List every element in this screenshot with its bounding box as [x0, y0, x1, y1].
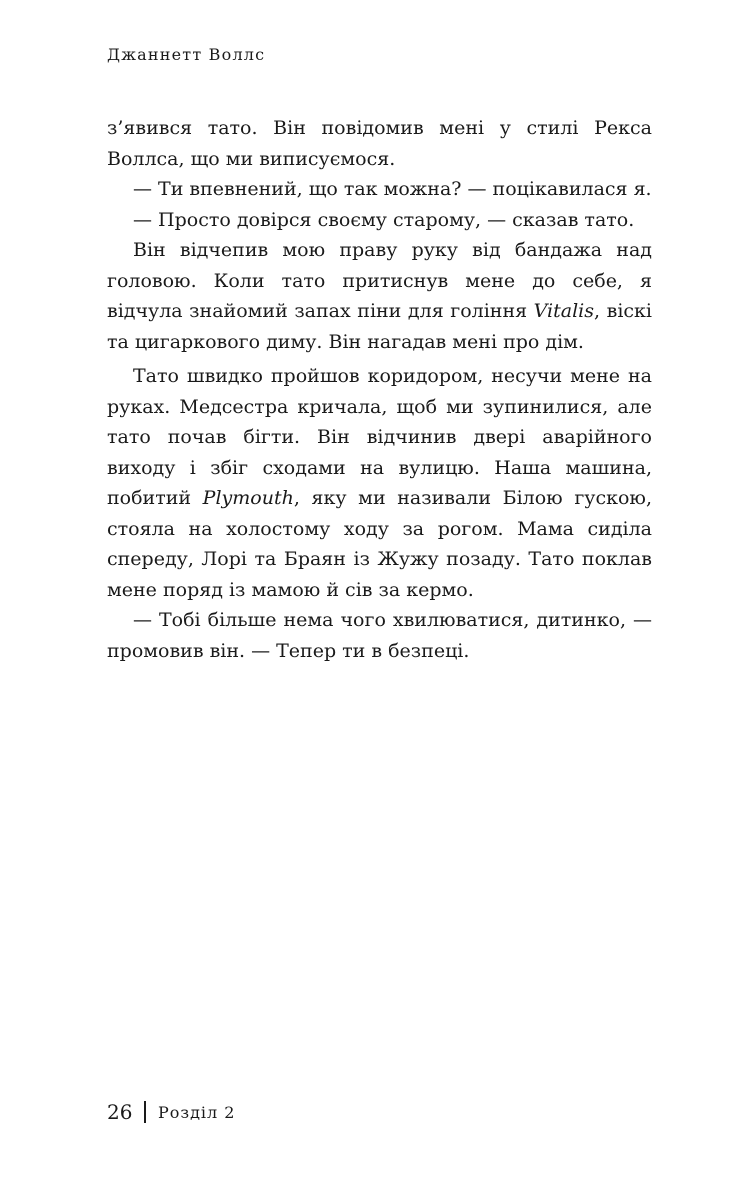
- paragraph-6: [107, 605, 652, 666]
- paragraph-5: [107, 361, 652, 605]
- brand-name-vitalis: Vitalis: [533, 300, 595, 322]
- paragraph-4: [107, 235, 652, 357]
- paragraph-text: , віскі та цигаркового диму. Він нагадав мені про дім.: [107, 300, 652, 353]
- chapter-label: Розділ 2: [157, 1102, 236, 1122]
- paragraph-text: — Просто довірся своєму старому, — сказав тато.: [133, 208, 635, 231]
- running-head: Джаннетт Воллс: [107, 45, 266, 64]
- page-footer: [107, 1100, 235, 1124]
- paragraph-text: — Ти впевнений, що так можна? — поцікавилася я.: [133, 178, 652, 200]
- brand-name-plymouth: Plymouth: [202, 487, 294, 509]
- footer-separator: [144, 1101, 146, 1123]
- paragraph-text: , яку ми називали Білою гускою, стояла на холостому ходу за рогом. Мама сиділа спереду, Лорі та Браян із Жужу позаду. Тато поклав мене поряд із мамою й сів за кермо.: [107, 487, 652, 601]
- page-number: 26: [107, 1100, 133, 1124]
- paragraph-text: Тато швидко пройшов коридором, несучи мене на руках. Медсестра кричала, щоб ми зупинилися, але тато почав бігти. Він відчинив двері аварійного виходу і збіг сходами на вулицю. Наша машина, побитий: [107, 365, 652, 509]
- paragraph-2: [107, 174, 652, 205]
- paragraph-text: з’явився тато. Він повідомив мені у стилі Рекса Воллса, що ми виписуємося.: [107, 117, 652, 170]
- body-text: [107, 113, 652, 666]
- paragraph-1: [107, 113, 652, 174]
- paragraph-text: — Тобі більше нема чого хвилюватися, дитинко, — промовив він. — Тепер ти в безпеці.: [107, 609, 652, 662]
- paragraph-3: [107, 205, 652, 236]
- paragraph-text: Він відчепив мою праву руку від бандажа над головою. Коли тато притиснув мене до себе, я відчула знайомий запах піни для гоління: [107, 239, 652, 322]
